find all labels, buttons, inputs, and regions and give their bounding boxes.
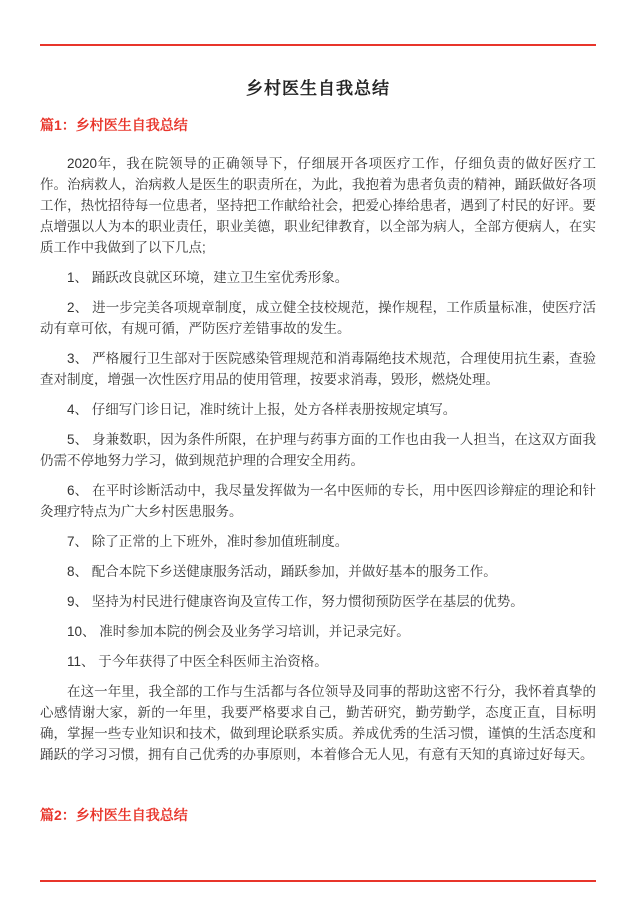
list-item-3: 3、 严格履行卫生部对于医院感染管理规范和消毒隔绝技术规范，合理使用抗生素，查验查对制度，增强一次性医疗用品的使用管理，按要求消毒，毁形，燃烧处理。 — [40, 351, 596, 387]
closing-paragraph: 在这一年里，我全部的工作与生活都与各位领导及同事的帮助这密不行分，我怀着真挚的心感情谢大家，新的一年里，我要严格要求自己，勤苦研究，勤劳勤学，态度正直，目标明确，掌握一些专业知识和技术，做到理论联系实质。养成优秀的生活习惯，谨慎的生活态度和踊跃的学习习惯，拥有自己优秀的办事原则，本着修合无人见，有意有天知的真谛过好每天。 — [40, 684, 596, 762]
section-2-heading: 篇2：乡村医生自我总结 — [40, 807, 188, 823]
list-item-8: 8、 配合本院下乡送健康服务活动，踊跃参加，并做好基本的服务工作。 — [67, 564, 497, 579]
list-item-6: 6、 在平时诊断活动中，我尽量发挥做为一名中医师的专长，用中医四诊辩症的理论和针灸理疗特点为广大乡村医患服务。 — [40, 483, 596, 519]
list-item-2: 2、 进一步完美各项规章制度，成立健全技校规范，操作规程，工作质量标准，使医疗活动有章可依，有规可循，严防医疗差错事故的发生。 — [40, 300, 596, 336]
page-title: 乡村医生自我总结 — [246, 79, 390, 98]
list-item-7: 7、 除了正常的上下班外，准时参加值班制度。 — [67, 534, 349, 549]
bottom-divider — [40, 880, 596, 882]
list-item-4: 4、 仔细写门诊日记，准时统计上报，处方各样表册按规定填写。 — [67, 402, 457, 417]
intro-paragraph: 2020年，我在院领导的正确领导下，仔细展开各项医疗工作，仔细负责的做好医疗工作。治病救人，治病救人是医生的职责所在，为此，我抱着为患者负责的精神，踊跃做好各项工作，热忱招待每一位患者，坚持把工作献给社会，把爱心捧给患者，遇到了村民的好评。要点增强以人为本的职业责任，职业美德，职业纪律教育，以全部为病人，全部方便病人，在实质工作中我做到了以下几点; — [40, 156, 596, 255]
top-divider — [40, 44, 596, 46]
list-item-1: 1、 踊跃改良就区环境，建立卫生室优秀形象。 — [67, 270, 349, 285]
section-1-heading: 篇1：乡村医生自我总结 — [40, 117, 188, 133]
list-item-5: 5、 身兼数职，因为条件所限，在护理与药事方面的工作也由我一人担当，在这双方面我仍需不停地努力学习，做到规范护理的合理安全用药。 — [40, 432, 596, 468]
list-item-9: 9、 坚持为村民进行健康咨询及宣传工作，努力惯彻预防医学在基层的优势。 — [67, 594, 524, 609]
list-item-10: 10、 准时参加本院的例会及业务学习培训，并记录完好。 — [67, 624, 410, 639]
list-item-11: 11、 于今年获得了中医全科医师主治资格。 — [67, 654, 328, 669]
